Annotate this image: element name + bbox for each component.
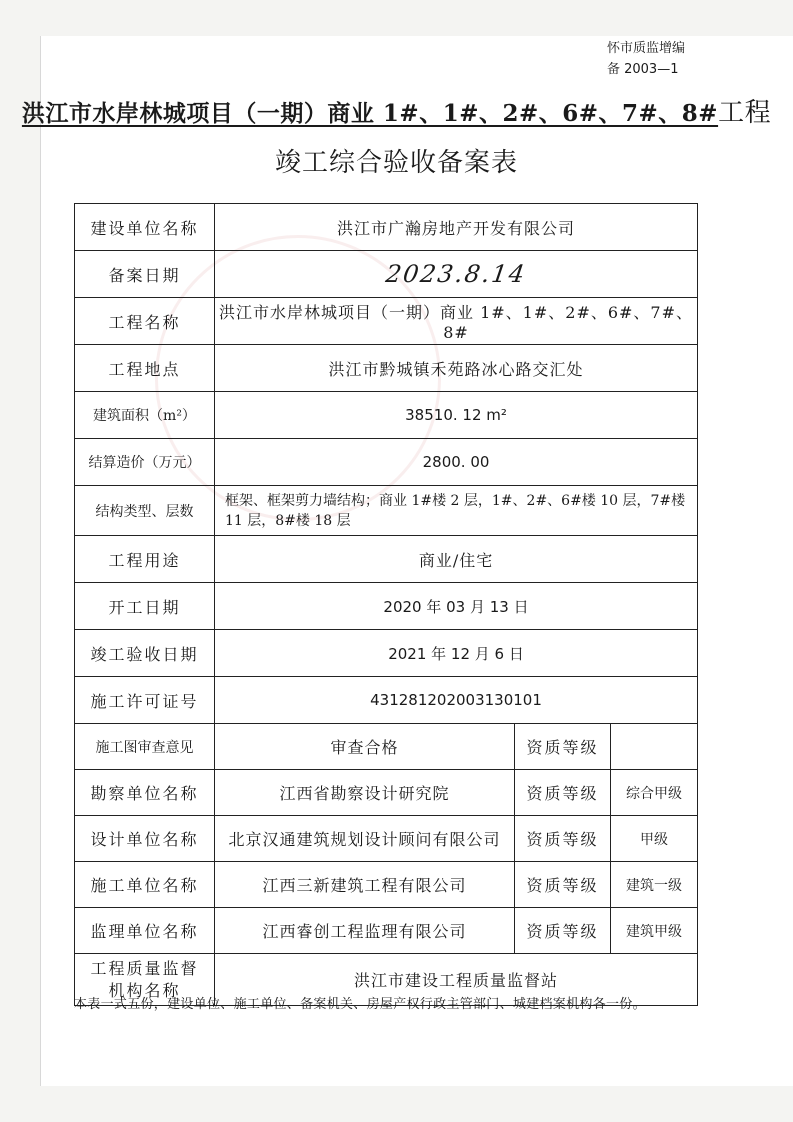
table-row xyxy=(75,770,698,816)
cost-label: 结算造价（万元） xyxy=(75,439,215,486)
design-value: 北京汉通建筑规划设计顾问有限公司 xyxy=(215,816,515,862)
filing-date-handwritten: 2023.8.14 xyxy=(383,260,529,288)
table-row xyxy=(75,439,698,486)
design-label: 设计单位名称 xyxy=(75,816,215,862)
design-grade-label: 资质等级 xyxy=(515,816,611,862)
structure-value: 框架、框架剪力墙结构；商业 1#楼 2 层，1#、2#、6#楼 10 层，7#楼 11 层，8#楼 18 层 xyxy=(215,486,698,536)
permit-value: 431281202003130101 xyxy=(215,677,698,724)
start-date-value: 2020 年 03 月 13 日 xyxy=(215,583,698,630)
area-label: 建筑面积（m²） xyxy=(75,392,215,439)
table-row xyxy=(75,345,698,392)
table-row xyxy=(75,486,698,536)
table-row xyxy=(75,204,698,251)
builder-label: 建设单位名称 xyxy=(75,204,215,251)
survey-value: 江西省勘察设计研究院 xyxy=(215,770,515,816)
table-row xyxy=(75,583,698,630)
document-subtitle: 竣工综合验收备案表 xyxy=(274,148,518,178)
quality-value: 洪江市建设工程质量监督站 xyxy=(215,954,698,1006)
quality-label-line-2: 机构名称 xyxy=(108,980,181,1000)
filing-date-label: 备案日期 xyxy=(75,251,215,298)
project-name-label: 工程名称 xyxy=(75,298,215,345)
area-value: 38510. 12 m² xyxy=(215,392,698,439)
supervision-grade: 建筑甲级 xyxy=(611,908,698,954)
acceptance-date-label: 竣工验收日期 xyxy=(75,630,215,677)
usage-label: 工程用途 xyxy=(75,536,215,583)
table-row xyxy=(75,392,698,439)
title-project: 洪江市水岸林城项目（一期）商业 1#、1#、2#、6#、7#、8# xyxy=(21,100,719,127)
table-row xyxy=(75,677,698,724)
project-name-value: 洪江市水岸林城项目（一期）商业 1#、1#、2#、6#、7#、8# xyxy=(215,298,698,345)
drawing-review-grade xyxy=(611,724,698,770)
document-title xyxy=(0,92,793,129)
drawing-review-label: 施工图审查意见 xyxy=(75,724,215,770)
location-label: 工程地点 xyxy=(75,345,215,392)
drawing-review-grade-label: 资质等级 xyxy=(515,724,611,770)
start-date-label: 开工日期 xyxy=(75,583,215,630)
filing-date-cell xyxy=(215,251,698,298)
quality-label-line-1: 工程质量监督 xyxy=(90,958,199,978)
design-grade: 甲级 xyxy=(611,816,698,862)
construction-grade: 建筑一级 xyxy=(611,862,698,908)
cost-value: 2800. 00 xyxy=(215,439,698,486)
permit-label: 施工许可证号 xyxy=(75,677,215,724)
table-row xyxy=(75,298,698,345)
location-value: 洪江市黔城镇禾苑路冰心路交汇处 xyxy=(215,345,698,392)
table-row xyxy=(75,630,698,677)
survey-grade: 综合甲级 xyxy=(611,770,698,816)
construction-label: 施工单位名称 xyxy=(75,862,215,908)
table-row xyxy=(75,862,698,908)
title-suffix: 工程 xyxy=(718,98,772,128)
construction-grade-label: 资质等级 xyxy=(515,862,611,908)
builder-value: 洪江市广瀚房地产开发有限公司 xyxy=(215,204,698,251)
table-row xyxy=(75,536,698,583)
reference-line-1: 怀市质监增编 xyxy=(606,41,685,56)
table-row xyxy=(75,816,698,862)
table-row xyxy=(75,908,698,954)
table-row xyxy=(75,724,698,770)
construction-value: 江西三新建筑工程有限公司 xyxy=(215,862,515,908)
supervision-label: 监理单位名称 xyxy=(75,908,215,954)
footnote: 本表一式五份，建设单位、施工单位、备案机关、房屋产权行政主管部门、城建档案机构各一份。 xyxy=(74,997,646,1012)
survey-label: 勘察单位名称 xyxy=(75,770,215,816)
usage-value: 商业/住宅 xyxy=(215,536,698,583)
filing-form-table xyxy=(74,203,698,1006)
acceptance-date-value: 2021 年 12 月 6 日 xyxy=(215,630,698,677)
reference-line-2: 备 2003—1 xyxy=(606,62,679,77)
supervision-grade-label: 资质等级 xyxy=(515,908,611,954)
supervision-value: 江西睿创工程监理有限公司 xyxy=(215,908,515,954)
drawing-review-value: 审查合格 xyxy=(215,724,515,770)
reference-code xyxy=(607,38,685,80)
table-row xyxy=(75,251,698,298)
structure-label: 结构类型、层数 xyxy=(75,486,215,536)
survey-grade-label: 资质等级 xyxy=(515,770,611,816)
